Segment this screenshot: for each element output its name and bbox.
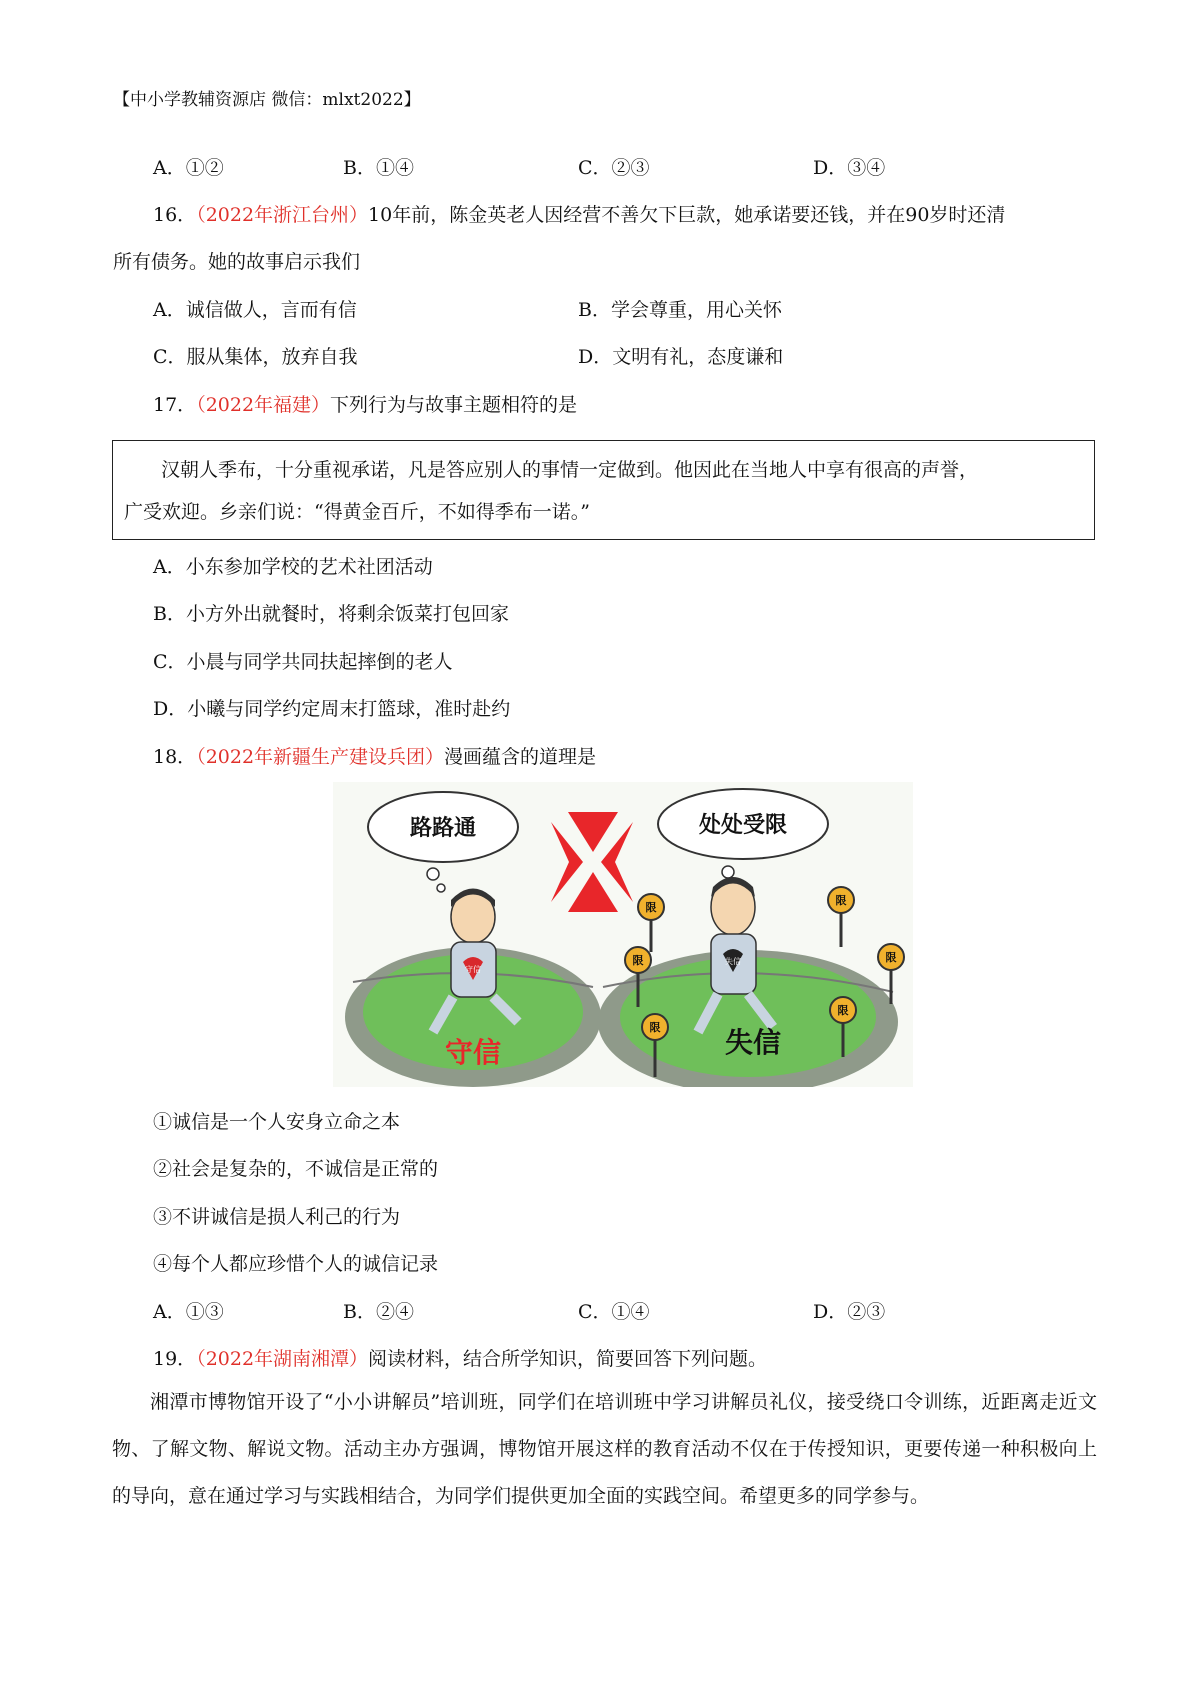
sign-text: 限	[885, 951, 897, 964]
stem-text: 阅读材料，结合所学知识，简要回答下列问题。	[368, 1348, 768, 1370]
option-d: D．小曦与同学约定周末打篮球，准时赴约	[153, 698, 511, 720]
option-b: B．①④	[343, 157, 414, 179]
stem-text: 漫画蕴含的道理是	[444, 746, 597, 768]
option-a: A．诚信做人，言而有信	[153, 299, 357, 321]
question-number: 17．	[153, 394, 197, 416]
right-bubble-text: 处处受限	[698, 813, 788, 838]
option-b: B．小方外出就餐时，将剩余饭菜打包回家	[153, 603, 509, 625]
option-c: C．②③	[578, 157, 650, 179]
option-b: B．②④	[343, 1301, 414, 1323]
question-source: （2022年湖南湘潭）	[196, 1348, 369, 1370]
option-d: D．文明有礼，态度谦和	[578, 346, 784, 368]
story-box	[112, 440, 1095, 540]
q17-stem	[153, 391, 577, 419]
option-a: A．①②	[153, 157, 224, 179]
right-label: 失信	[724, 1026, 782, 1059]
option-c: C．①④	[578, 1301, 650, 1323]
story-line1: 汉朝人季布，十分重视承诺，凡是答应别人的事情一定做到。他因此在当地人中享有很高的声誉，	[161, 459, 979, 481]
q16-stem	[153, 201, 1005, 229]
integrity-cartoon	[333, 782, 913, 1087]
option-c: C．小晨与同学共同扶起摔倒的老人	[153, 651, 453, 673]
q19-stem	[153, 1345, 767, 1373]
option-a: A．小东参加学校的艺术社团活动	[153, 556, 433, 578]
left-label: 守信	[444, 1036, 502, 1069]
story-line2: 广受欢迎。乡亲们说：“得黄金百斤，不如得季布一诺。”	[124, 501, 590, 523]
question-source: （2022年福建）	[196, 394, 331, 416]
question-number: 18．	[153, 746, 197, 768]
question-source: （2022年新疆生产建设兵团）	[196, 746, 445, 768]
statement-1: ①诚信是一个人安身立命之本	[153, 1111, 401, 1133]
question-number: 16．	[153, 204, 197, 226]
q18-stem	[153, 743, 596, 771]
stem-text: 下列行为与故事主题相符的是	[330, 394, 578, 416]
q19-material: 湘潭市博物馆开设了“小小讲解员”培训班，同学们在培训班中学习讲解员礼仪，接受绕口令训练，近距离走近文物、了解文物、解说文物。活动主办方强调，博物馆开展这样的教育活动不仅在于传授知识，更要传递一种积极向上的导向，意在通过学习与实践相结合，为同学们提供更加全面的实践空间。希望更多的同学参与。	[112, 1391, 1097, 1507]
statement-4: ④每个人都应珍惜个人的诚信记录	[153, 1253, 439, 1275]
sign-text: 限	[645, 901, 657, 914]
option-d: D．③④	[813, 157, 886, 179]
left-bubble-text: 路路通	[409, 816, 477, 841]
sign-text: 限	[835, 894, 847, 907]
option-a: A．①③	[153, 1301, 224, 1323]
right-heart-text: 失信	[725, 957, 741, 966]
statement-3: ③不讲诚信是损人利己的行为	[153, 1206, 401, 1228]
left-heart-text: 守信	[465, 965, 481, 974]
q16-stem-line2: 所有债务。她的故事启示我们	[113, 251, 361, 273]
option-c: C．服从集体，放弃自我	[153, 346, 358, 368]
question-number: 19．	[153, 1348, 197, 1370]
statement-2: ②社会是复杂的，不诚信是正常的	[153, 1158, 439, 1180]
page-header: 【中小学教辅资源店 微信：mlxt2022】	[113, 90, 421, 110]
stem-text: 10年前，陈金英老人因经营不善欠下巨款，她承诺要还钱，并在90岁时还清	[368, 204, 1006, 226]
question-source: （2022年浙江台州）	[196, 204, 369, 226]
option-b: B．学会尊重，用心关怀	[578, 299, 782, 321]
sign-text: 限	[649, 1021, 661, 1034]
option-d: D．②③	[813, 1301, 886, 1323]
sign-text: 限	[837, 1004, 849, 1017]
sign-text: 限	[632, 954, 644, 967]
